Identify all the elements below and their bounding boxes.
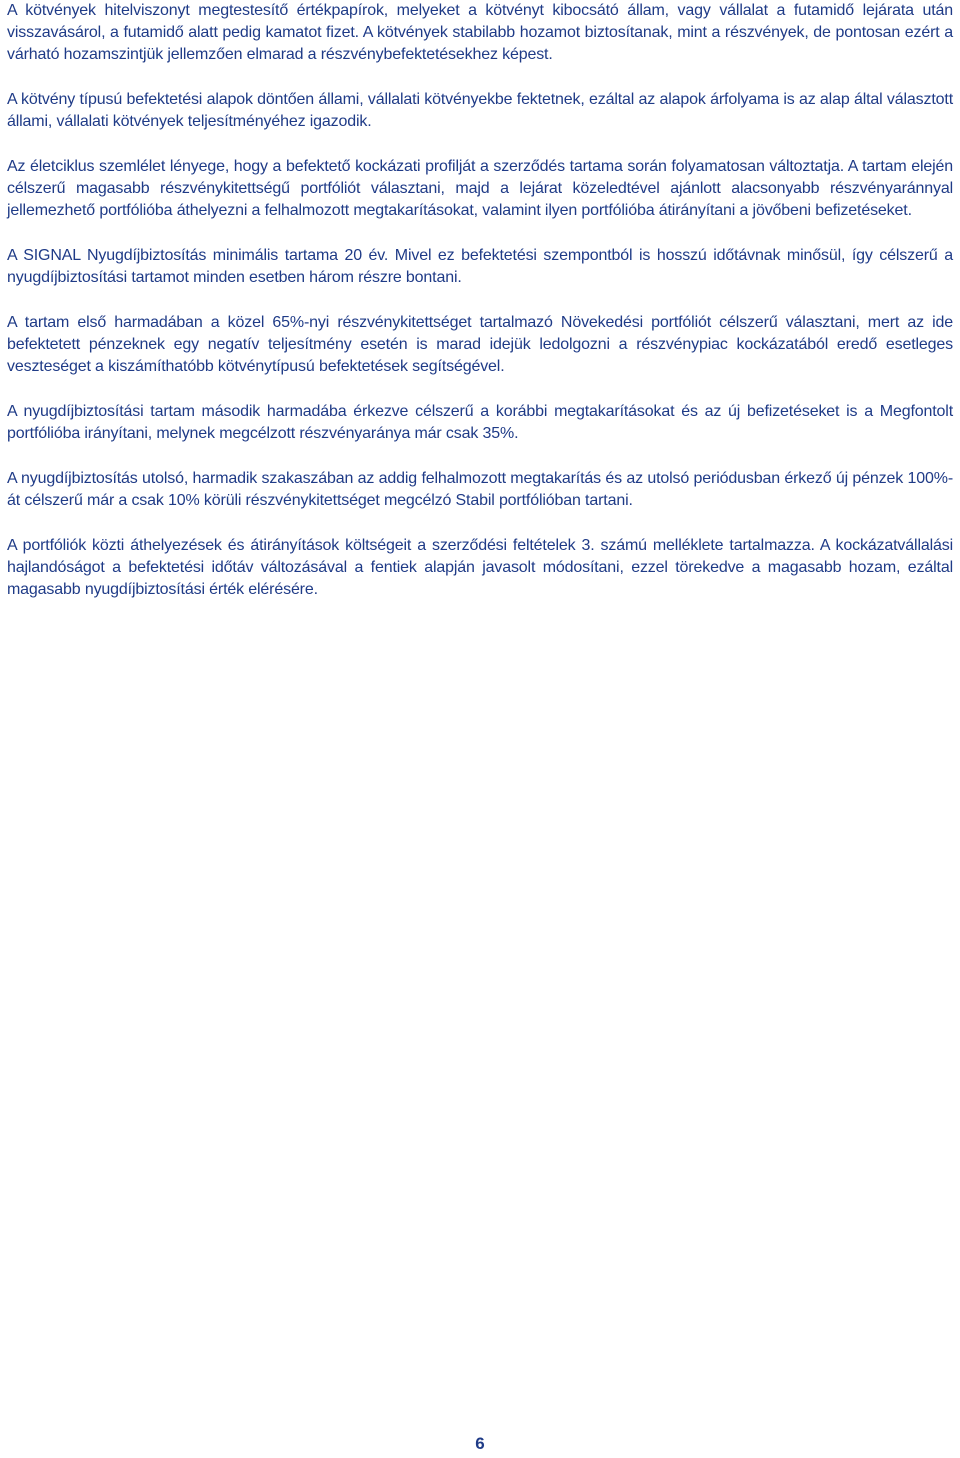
paragraph-bond-funds: A kötvény típusú befektetési alapok döntően állami, vállalati kötvényekbe fektetnek, ezáltal az alapok árfolyama is az alap által választott állami, vállalati kötvények teljesítményéhez igazodik. (7, 91, 953, 130)
document-body (7, 0, 953, 601)
paragraph-second-third: A nyugdíjbiztosítási tartam második harmadába érkezve célszerű a korábbi megtakarításokat és az új befizetéseket is a Megfontolt portfólióba irányítani, melynek megcélzott részvényaránya már csak 35%. (7, 403, 953, 442)
paragraph-final-third: A nyugdíjbiztosítás utolsó, harmadik szakaszában az addig felhalmozott megtakarítás és az utolsó periódusban érkező új pénzek 100%-át célszerű már a csak 10% körüli részvénykitettséget megcélzó Stabil portfólióban tartani. (7, 470, 953, 509)
page-number: 6 (475, 1434, 485, 1453)
document-page (7, 0, 953, 1458)
paragraph-first-third: A tartam első harmadában a közel 65%-nyi részvénykitettséget tartalmazó Növekedési portfóliót célszerű választani, mert az ide befektetett pénzeknek egy negatív teljesítmény esetén is marad idejük ledolgozni a részvénypiac kockázatából eredő esetleges veszteséget a kiszámíthatóbb kötvénytípusú befektetések segítségével. (7, 314, 953, 375)
paragraph-lifecycle-approach: Az életciklus szemlélet lényege, hogy a befektető kockázati profilját a szerződés tartama során folyamatosan változtatja. A tartam elején célszerű magasabb részvénykitettségű portfóliót választani, majd a lejárat közeledtével ajánlott alacsonyabb részvényaránnyal jellemezhető portfólióba áthelyezni a felhalmozott megtakarításokat, valamint ilyen portfólióba átirányítani a jövőbeni befizetéseket. (7, 158, 953, 219)
paragraph-transfer-costs: A portfóliók közti áthelyezések és átirányítások költségeit a szerződési feltételek 3. számú melléklete tartalmazza. A kockázatvállalási hajlandóságot a befektetési időtáv változásával a fentiek alapján javasolt módosítani, ezzel törekedve a magasabb hozam, ezáltal magasabb nyugdíjbiztosítási érték elérésére. (7, 537, 953, 598)
paragraph-bonds-definition: A kötvények hitelviszonyt megtestesítő értékpapírok, melyeket a kötvényt kibocsátó állam, vagy vállalat a futamidő lejárata után visszavásárol, a futamidő alatt pedig kamatot fizet. A kötvények stabilabb hozamot biztosítanak, mint a részvények, de pontosan ezért a várható hozamszintjük jellemzően elmarad a részvénybefektetésekhez képest. (7, 2, 953, 63)
paragraph-minimum-term: A SIGNAL Nyugdíjbiztosítás minimális tartama 20 év. Mivel ez befektetési szempontból is hosszú időtávnak minősül, így célszerű a nyugdíjbiztosítási tartamot minden esetben három részre bontani. (7, 247, 953, 286)
